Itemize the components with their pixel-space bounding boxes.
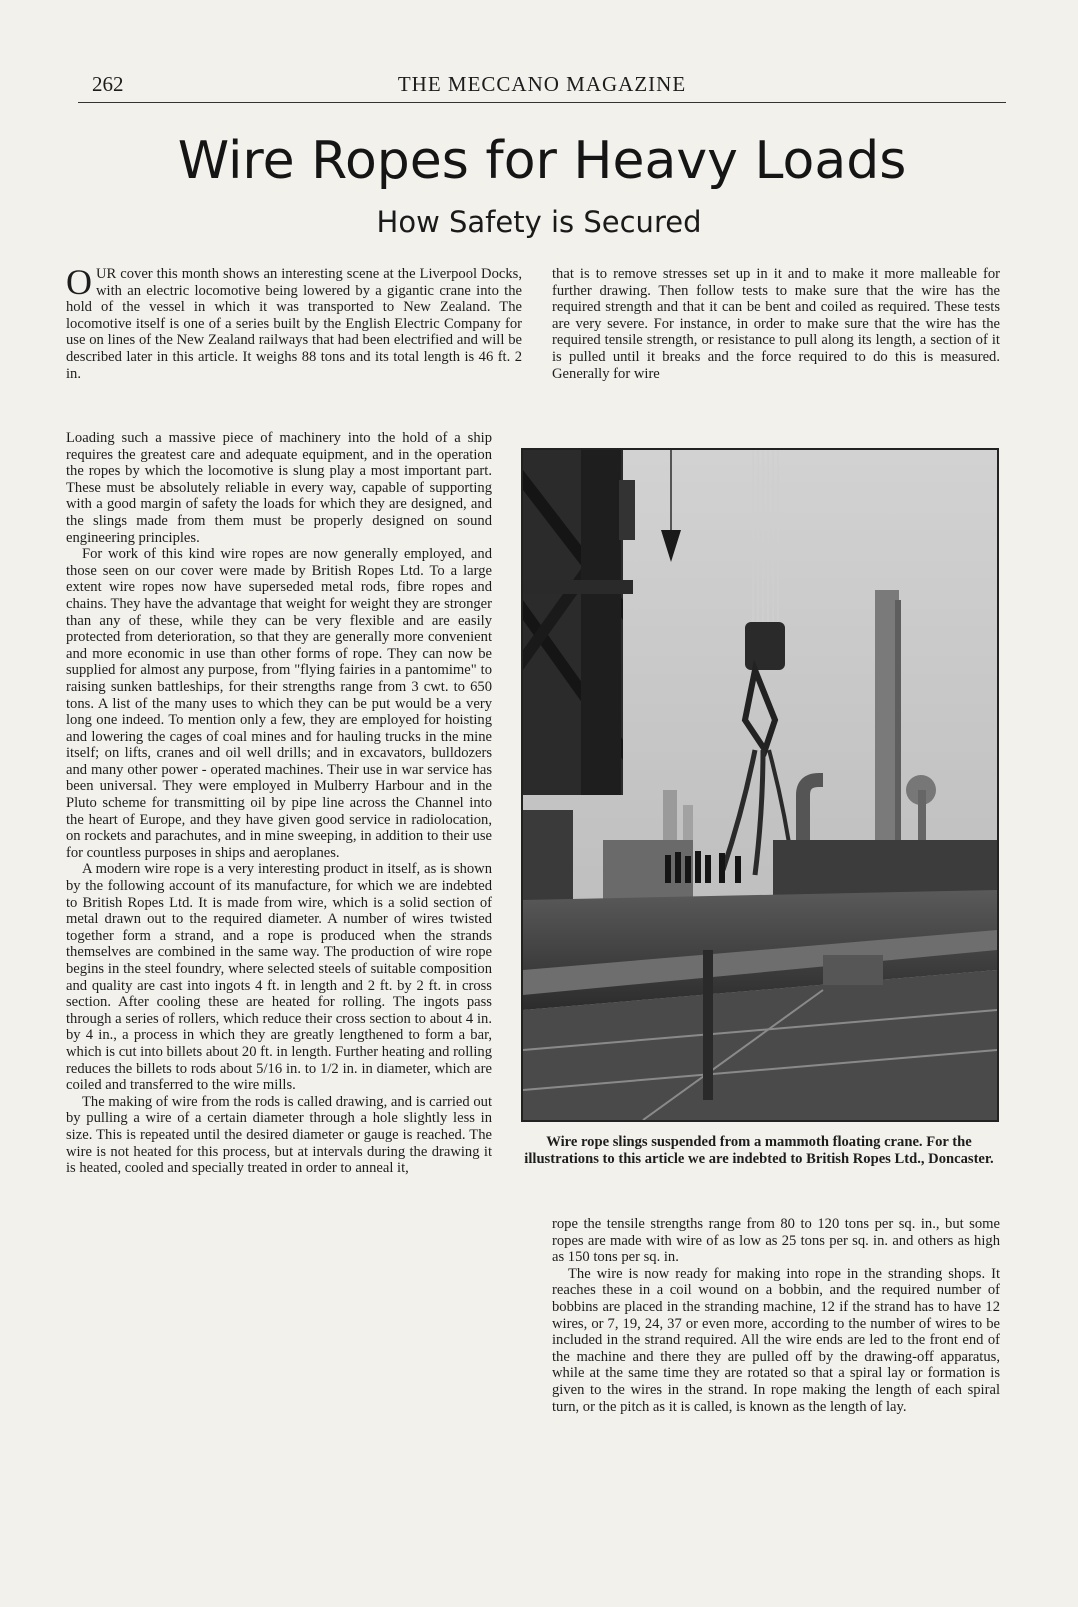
- crane-photo: [521, 448, 999, 1122]
- paragraph: rope the tensile strengths range from 80 to 120 tons per sq. in., but some ropes are made with wire of as low as 25 tons per sq. in. and others as high as 150 tons per sq. in.: [552, 1216, 1000, 1266]
- paragraph: A modern wire rope is a very interesting product in itself, as is shown by the following account of its manufacture, for which we are indebted to British Ropes Ltd. It is made from wire, which is a solid section of metal drawn out to the required diameter. A number of wires twisted together form a strand, and a rope is produced when the strands themselves are combined in the same way. The production of wire rope begins in the steel foundry, where selected steels of suitable composition and quality are cast into ingots 4 ft. in length and 2 ft. by 2 ft. in cross section. After cooling these are heated for rolling. The ingots pass through a series of rollers, which reduce their cross section to about 4 in. by 4 in., a process in which they are greatly lengthened to form a bar, which is cut into billets about 20 ft. in length. Further heating and rolling reduces the billets to rods about 5/16 in. to 1/2 in. in diameter, which are coiled and transferred to the wire mills.: [66, 861, 492, 1094]
- paragraph: The making of wire from the rods is called drawing, and is carried out by pulling a wire of a certain diameter through a hole slightly less in size. This is repeated until the desired diameter or gauge is reached. The wire is not heated for this process, but at intervals during the drawing it is heated, cooled and specially treated in order to anneal it,: [66, 1093, 492, 1177]
- paragraph: The wire is now ready for making into rope in the stranding shops. It reaches these in a coil wound on a bobbin, and the required number of bobbins are placed in the stranding machine, 12 if the strand has to have 12 wires, or 7, 19, 24, 37 or even more, according to the number of wires to be included in the strand required. All the wire ends are led to the front end of the machine and there they are pulled off by the drawing-off apparatus, while at the same time they are rotated so that a spiral lay or formation is given to the wires in the strand. In rope making the length of each spiral turn, or the pitch as it is called, is known as the length of lay.: [552, 1265, 1000, 1415]
- paragraph: For work of this kind wire ropes are now generally employed, and those seen on our cover were made by British Ropes Ltd. To a large extent wire ropes now have superseded metal rods, fibre ropes and chains. They have the advantage that weight for weight they are stronger than any of these, while they can be very flexible and are easily protected from deterioration, so that they are generally more convenient and more economic in use than other forms of rope. They can now be supplied for almost any purpose, from "flying fairies in a pantomime" to raising sunken battleships, for their strengths range from 3 cwt. to 650 tons. A list of the many uses to which they can be put would be a very long one indeed. To mention only a few, they are employed for hoisting and lowering the cages of coal mines and for hauling trucks in the mine itself; on lifts, cranes and oil well drills; and in excavators, bulldozers and many other power - operated machines. Their use in war service has been universal. They were employed in Mulberry Harbour and in the Pluto scheme for transmitting oil by pipe line across the Channel into the heart of Europe, and they have given good service in radiolocation, on rockets and parachutes, and in mine sweeping, in addition to their use for countless purposes in ships and aeroplanes.: [66, 546, 492, 861]
- running-head: [78, 68, 1006, 103]
- right-column-top: [552, 266, 1000, 382]
- left-column-top: [66, 262, 522, 382]
- magazine-title: THE MECCANO MAGAZINE: [397, 72, 687, 96]
- drop-cap: O: [66, 262, 92, 302]
- intro-paragraph: [66, 262, 522, 382]
- photo-caption: Wire rope slings suspended from a mammoth floating crane. For the illustrations to this article we are indebted to British Ropes Ltd., Doncaster.: [524, 1134, 994, 1167]
- left-column-body: [66, 430, 492, 1177]
- page-number: 262: [92, 72, 124, 96]
- paragraph: that is to remove stresses set up in it and to make it more malleable for further drawing. Then follow tests to make sure that the wire has the required strength and that it can be bent and coiled as required. These tests are very severe. For instance, in order to make sure that the wire has the required tensile strength, or resistance to pull along its length, a section of it is pulled until it breaks and the force required to do this is measured. Generally for wire: [552, 266, 1000, 382]
- right-column-bottom: [552, 1216, 1000, 1415]
- article-subtitle: How Safety is Secured: [376, 205, 702, 239]
- paragraph: Loading such a massive piece of machinery into the hold of a ship requires the greatest care and adequate equipment, and in the operation the ropes by which the locomotive is slung play a most important part. These must be absolutely reliable in every way, capable of supporting with a good margin of safety the loads for which they are designed, and the slings made from them must be properly designed on sound engineering principles.: [66, 430, 492, 546]
- article-title: Wire Ropes for Heavy Loads: [177, 131, 907, 191]
- intro-text: UR cover this month shows an interesting scene at the Liverpool Docks, with an electric locomotive being lowered by a gigantic crane into the hold of the vessel in which it was transported to New Zealand. The locomotive itself is one of a series built by the English Electric Company for use on lines of the New Zealand railways that had been electrified and will be described later in this article. It weighs 88 tons and its total length is 46 ft. 2 in.: [66, 266, 522, 382]
- crane-photo-illustration: [523, 450, 997, 1120]
